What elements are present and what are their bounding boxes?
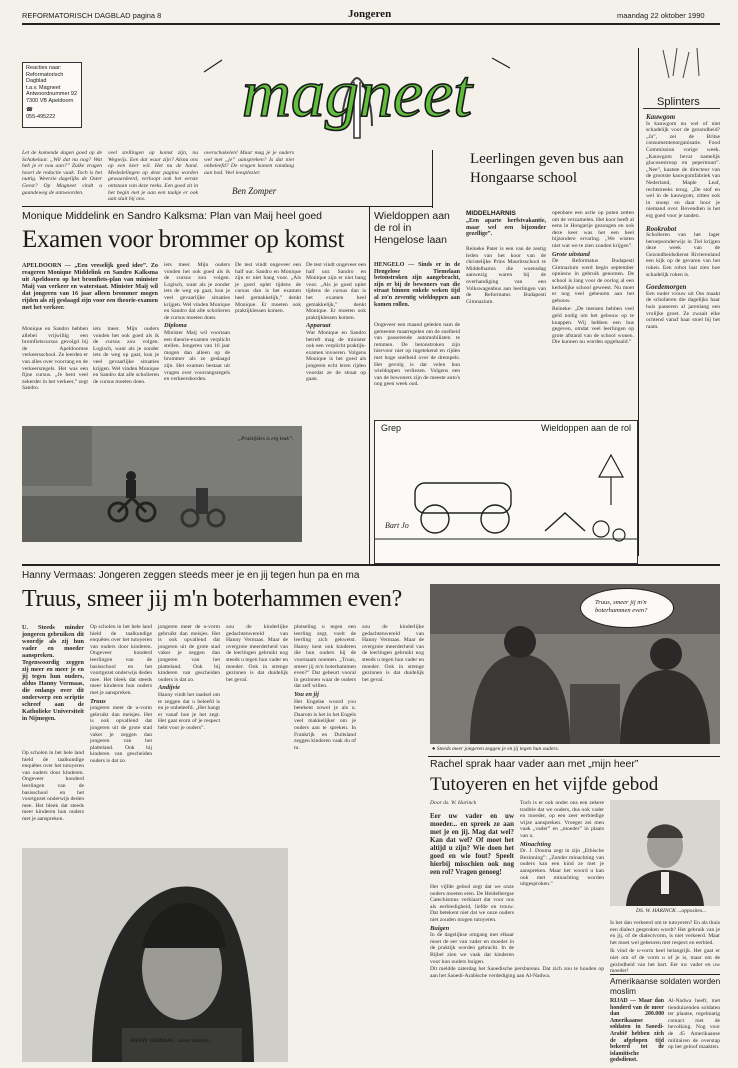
section-rule — [22, 564, 720, 566]
article1-col3: De test vindt ongeveer een half uur. Sandro en Monique zijn er niet bang voor. „Als je goed oplet tijdens de cursus dan is het examen heel gemakkelijk,” denkt Monique. Er moeten ook praktijklessen komen. — [235, 262, 301, 315]
article4-col4b: Het Engelse woord you betekent zowel je als u. Daarom is het in het Engels veel makkelijker om je ouders aan te spreken. In Frankrijk en Duitsland zeggen kinderen vaak du of tu. — [294, 698, 356, 751]
kitchen-photo — [430, 584, 720, 744]
magneet-logo-text: magneet — [241, 55, 473, 131]
article1-col3b: Wat Monique en Sandro betreft mag de minister ook een verplicht praktijk-examen invoeren. Volgens Monique is het goed als jongeren echt leren rijden voordat ze de straat op gaan. — [306, 329, 366, 383]
speech-bubble — [580, 588, 674, 628]
article5-headline: Tutoyeren en het vijfde gebod — [430, 774, 659, 795]
article4-col2-cont: jongeren meer de u-vorm gebruikt dan meisjes. Het is ook opvallend dat jongeren uit de grote stad vaker je zeggen dan jongeren van het platteland. Ook bij kinderen van gescheiden ouders is dat zo. — [158, 624, 220, 683]
article4-kicker: Hanny Vermaas: Jongeren zeggen steeds meer je en jij tegen hun pa en ma — [22, 570, 360, 581]
article1-col3 — [164, 262, 230, 424]
article4-col3 — [158, 624, 220, 846]
truus-title: Truus — [90, 697, 106, 705]
article6-lead: RIJAD — Maar dan honderd van de meer dan 200.000 Amerikaanse soldaten in Saoedi-Arabië hebben zich de afgelopen tijd bekeerd tot de islamitische godsdienst. — [610, 998, 664, 1064]
cartoon-signature: Bart Jo — [385, 521, 409, 530]
article1-col2: iets meer. Mijn ouders vonden het ook goed als ik de cursus zou volgen. Logisch, want als je zonder iets de weg op gaat, kun je veel gevaarlijke situaties krijgen. Wel vinden Monique en Sandro dat alle scholieren de cursus moeten doen. — [93, 326, 159, 385]
article4-col4-text: plotseling u tegen een leerling zegt, voelt de leerling zich gekwetst. Hanny kent ook kinderen die hun ouders bij de voornaam noemen. „Truus, smeer jij m'n boterhammen even?” Dat gebeurt vooral in gezinnen waar de ouders dat zelf willen. — [294, 624, 356, 690]
article3-col2 — [552, 210, 634, 418]
article3-col2-text: openbare een actie op poten zetten om de verzamelen. Het koor heeft al eens in Hongarije gezongen en ook deze keer was het een heel bijzondere ervaring. „We wisten niet wat we te zien zouden krijgen”. — [552, 210, 634, 249]
cartoon-art — [375, 435, 637, 563]
article4-col1-cont: Op scholen in het hele land hield de taalkundige enquêtes over het tutoyeren van ouders door kinderen. Ongeveer honderd leerlingen van de basisschool en het voortgezet onderwijs deden mee. Het bleek dat steeds meer kinderen hun ouders met je aanspreken. — [90, 624, 152, 696]
article1-lead: APELDOORN — „Een vreselijk goed idee”. Zo reageren Monique Middelink en Sandro Kalksma uit Apeldoorn op het bromfiets-plan van minister Maij van verkeer en waterstaat. Minister Maij wil dat jongeren van 16 jaar alleen brommer mogen rijden als zij geslaagd zijn voor een theorie-examen met het verkeer. — [22, 262, 158, 311]
article4-col2b: Hanny vindt het raadsel om te zeggen dat u beleefd is en je onbeleefd. „Het hangt er vanaf hoe je het zegt. Het gaat erom of je respect hebt voor je ouders”. — [158, 691, 220, 731]
grote-title: Grote uitstand — [552, 250, 590, 258]
harinck-photo — [610, 800, 720, 906]
article5-rule — [428, 756, 720, 757]
article6-rule — [610, 974, 720, 975]
article4-lead: U. Steeds minder jongeren gebruiken dit woordje als zij hun vader en moeder aanspreken. Tegenwoordig zeggen zij meer en meer je en jij tegen hun ouders, aldus Hanny Vermaas, die onlangs over dit onderwerp een scriptie schreef aan de Katholieke Universiteit in Nijmegen. — [22, 624, 84, 722]
moped-photo-caption: „Praktijkles is erg leuk”. — [238, 436, 294, 442]
reactions-line: Antwoordnummer 92 — [26, 91, 78, 97]
section-title: Jongeren — [348, 8, 392, 20]
article1-headline: Examen voor brommer op komst — [22, 226, 345, 253]
editor-signature: Ben Zomper — [232, 186, 277, 196]
article4-headline: Truus, smeer jij m'n boterhammen even? — [22, 586, 402, 612]
intro-col: overschakelen! Maar mag je je ouders wel met „je” aanspreken? Is dat niet onbeleefd? De vragen komen vandaag aan bod. Veel leesplezier. — [204, 150, 294, 176]
article4-col4: zou de kinderlijke gedachtenwereld van Hanny Vermaas. Maar de overgrote meerderheid van de leerlingen gebruikt nog steeds u tegen hun vader en moeder. Ook in strenge gezinnen is dat duidelijk het geval. — [226, 624, 288, 683]
moped-photo-art — [22, 426, 302, 542]
apparaat-title: Apparaat — [306, 322, 331, 330]
kitchen-caption-text: Steeds meer jongeren zeggen je en jij tegen hun ouders. — [436, 746, 559, 752]
vermaas-photo — [22, 848, 288, 1062]
article2-text: Ongeveer een maand geleden nam de gemeente maatregelen om de snelheid van passerende automobilisten te remmen. De betonstroken zijn hiervoor niet op ingetekend en rijden met hoge snelheid over de drempels. Het gevolg is dat velen hun wieldoppen verliezen. Volgens een van de bewoners zijn de meeste auto's nog geen week oud. — [374, 322, 460, 388]
col-rule — [369, 206, 370, 564]
intro-col: veel stellingen op komst zijn, nu Wegwijs. Een dat waar zijn? Alsnu ons op een keer wil. Het nu de hand. Mededelingen op deze pagina worden gewaardeerd, verloopt ook het eerste ontstaan van deze reeks. Een goed zit in het begin met je aan een taakje er ook aan sluit bij ons. — [108, 150, 198, 203]
article5-col2b: Dr. J. Douma zegt in zijn „Ethische Bezinning”: „Zonder minachting van ouders kan een kind ze met je aanspreken. Maar het woord u kan ook met minachting worden uitgesproken.” — [520, 848, 604, 888]
article5-col1 — [430, 884, 514, 964]
rookrobot-text: Scholieren van het lager beroepsonderwijs in Tiel krijgen deze week van de Gezondheidsdienst Rivierenland een kijk op de gevaren van het roken. Een robot laat zien hoe schadelijk roken is. — [646, 232, 720, 278]
goedemorgen-title: Goedemorgen — [646, 283, 687, 292]
article5-lead: Eer uw vader en uw moeder... en spreek ze aan met je en jij. Mag dat wel? Kan dat wel? Of moet het altijd u zijn? Wie doen het goed en wie fout? Speelt hierbij misschien ook nog een rol? Vragen genoeg! — [430, 812, 514, 876]
article2-headline: Wieldoppen aan de rol in Hengelose laan — [374, 210, 450, 246]
moped-photo — [22, 426, 302, 542]
harinck-photo-caption: DS. W. HARINCK ...opposites... — [636, 908, 707, 914]
article3-lead: „Een aparte herfstvakantie, maar wel een bijzonder gezellige”. — [466, 218, 546, 238]
article3-col3: Reineke: „De mensen hebben veel geld nodig om het gebouw op te knappen. Wij hebben een bus gegeven, omdat veel leerlingen op grote afstand van de school wonen. Die kunnen nu worden opgehaald.” — [552, 306, 634, 346]
article5-col2-text: Toch is er ook onder ons een zekere traditie dat we ouders, dus ook vader en moeder, op een zeer eerbiedige wijze aanspreken. Vroeger zei men vaak „vader” en „moeder” in plaats van u. — [520, 800, 604, 839]
reactions-title: Reacties naar: — [26, 65, 62, 71]
magneet-logo — [192, 38, 522, 146]
splinters-header — [643, 48, 720, 109]
article4-col2-text: jongeren meer de u-vorm gebruikt dan meisjes. Het is ook opvallend dat jongeren uit de grote stad vaker je zeggen dan jongeren van het platteland. Ook bij kinderen van gescheiden ouders is dat zo. — [90, 705, 152, 764]
diploma-title: Diploma — [164, 322, 187, 330]
splinters-body — [646, 114, 720, 554]
header-rule — [22, 23, 720, 25]
goedemorgen-text: Een ouder vrouw uit Oss maakt de scholieren die dagelijks haar huis passeren al jarenlang een vrolijke groet. Ze zwaait elke ochtend vanaf haar stoel bij het raam. — [646, 290, 720, 330]
article1-col5 — [306, 262, 366, 512]
reactions-phone: 055-495222 — [26, 113, 56, 120]
article5-kicker: Rachel sprak haar vader aan met „mijn heer” — [430, 758, 639, 770]
splinters-title: Splinters — [657, 96, 700, 108]
article1-col1: Monique en Sandro hebben allebei vrijwillig een bromfietscursus gevolgd bij de Apeldoornse verkeersschool. Ze leerden er van alles over voorrang en de verkeersregels. Het was een fijne cursus. „Je bent veel zekerder in het verkeer,” zegt Sandro. — [22, 326, 89, 392]
article6-col1: Dit meldde zaterdag het Saoedische persbureau. Dat zich zou te houden op aan het Saoedi-Arabische verdediging aan Al-Nadwa. — [430, 966, 604, 979]
article6-col2: Al-Nadwa heeft, met tienduizenden soldaten ter plaatse, regelmatig contact met de bevolking. Nog voor de 45 Amerikaanse militairen de overstap op het geloof maakten. — [668, 998, 720, 1051]
article1-col2b: Minister Maij wil voortaan een theorie-examen verplicht stellen. Jongeren van 16 jaar mogen dan alleen op de brommer als ze geslaagd zijn. Het examen bestaat uit vragen over voorrangsregels en verkeersborden. — [164, 329, 230, 383]
article5-col3-text: Is het dan verkeerd om te tutoyeren? En als thuis een dialect gesproken wordt? Het gebruik van je en jij, of de dialectvorm, is niet verkeerd. Maar het moet wel gebeuren met respect en eerbied. — [610, 920, 720, 946]
article3-kicker: MIDDELHARNIS — [466, 210, 516, 217]
harinck-photo-art — [610, 800, 720, 906]
article1-kicker: Monique Middelink en Sandro Kalksma: Plan van Maij heel goed — [22, 210, 323, 222]
article6-headline: Amerikaanse soldaten worden moslim — [610, 977, 721, 996]
rookrobot-title: Rookrobot — [646, 224, 677, 233]
reactions-box — [22, 62, 82, 128]
sidebar-rule — [638, 48, 639, 556]
kitchen-photo-caption: ● Steeds meer jongeren zeggen je en jij tegen hun ouders. — [432, 746, 559, 752]
article1-col3-cont: De test vindt ongeveer een half uur. Sandro en Monique zijn er niet bang voor. „Als je goed oplet tijdens de cursus dan is het examen heel gemakkelijk,” denkt Monique. Er moeten ook praktijklessen komen. — [306, 262, 366, 321]
paper-name: REFORMATORISCH DAGBLAD pagina 8 — [22, 11, 162, 20]
article3-headline: Leerlingen geven bus aan Hongaarse school — [470, 151, 624, 186]
article4-col5 — [294, 624, 356, 1066]
article1-col2b-cont: iets meer. Mijn ouders vonden het ook goed als ik de cursus zou volgen. Logisch, want als je zonder iets de weg op gaat, kun je veel gevaarlijke situaties krijgen. Wel vinden Monique en Sandro dat alle scholieren de cursus moeten doen. — [164, 262, 230, 321]
kauwgom-title: Kauwgom — [646, 113, 676, 121]
article5-byline: Door ds. W. Harinck — [430, 800, 477, 806]
magneet-logo-art — [192, 38, 522, 146]
buigen-title: Buigen — [430, 924, 450, 932]
article3-col1: Reineke Pater is een van de zestig leden van het koor van de christelijke Prins Mauritsschool te Middelharnis die woensdag aanwezig waren bij de overhandiging van een Volkswagenbus aan leerlingen van de Reformatus Budapesti Gimnazium. — [466, 246, 546, 305]
cartoon-label-left: Grep — [381, 423, 402, 433]
article5-col1b: In de dagelijkse omgang met elkaar moet de eer van vader en moeder in de praktijk worden gebracht. In de Bijbel zien we vaak dat kinderen voor hun ouders buigen. — [430, 932, 514, 965]
vermaas-photo-art — [22, 848, 288, 1062]
minachting-title: Minachting — [520, 840, 551, 848]
you-title: You en jij — [294, 690, 319, 698]
kitchen-photo-art — [430, 584, 720, 744]
splinters-art — [643, 48, 720, 96]
article5-col1-text: Het vijfde gebod zegt dat we onze ouders moeten eren. De Heidelbergse Catechismus verklaart dat voor ons als eerbiedigheid, liefde en trouw. Dat betekent niet dat we onze ouders niet zouden mogen tutoyeren. — [430, 884, 514, 923]
cartoon-panel — [374, 420, 638, 564]
article5-col3b: Ik vind de u-vorm heel belangrijk. Het gaat er niet om of de vorm u of je is, maar om de gezindheid van het hart. Eer uw vader en uw moeder! — [610, 948, 720, 975]
article4-col6: zou de kinderlijke gedachtenwereld van Hanny Vermaas. Maar de overgrote meerderheid van de leerlingen gebruikt nog steeds u tegen hun vader en moeder. Ook in strenge gezinnen is dat duidelijk het geval. — [362, 624, 424, 683]
speech-text: Truus, smeer jij m'n boterhammen even? — [595, 599, 648, 614]
andijvie-title: Andijvie — [158, 684, 181, 692]
article4-col1: Op scholen in het hele land hield de taalkundige enquêtes over het tutoyeren van ouders door kinderen. Ongeveer honderd leerlingen van de basisschool en het voortgezet onderwijs deden mee. Het bleek dat steeds meer kinderen hun ouders met je aanspreken. — [22, 750, 84, 822]
vermaas-photo-caption: HANNY VERMAAS ...noort inuitive... — [130, 1038, 213, 1044]
col-rule — [432, 150, 433, 208]
reactions-line: Reformatorisch Dagblad — [26, 71, 64, 84]
page-date: maandag 22 oktober 1990 — [617, 11, 705, 20]
reactions-line: 7300 VB Apeldoorn — [26, 97, 74, 104]
intro-col: Let de komende dagen goed op de Schakelaar. „Wil dat nu nog? Wat heb je er nou aan?” Zulke vragen hoort de redactie vaak. Toch is het nuttig. Weerzie dagelijks de Oster Geest? Op Magneet vindt u gaandeweg de antwoorden. — [22, 150, 102, 196]
article3-col2b: De Reformatus Budapesti Gimnazium werd begin september opnieuw in gebruik genomen. De school is lang voor de oorlog al een kerkelijke school geweest. Nu moet er nog veel gebeuren aan het gebouw. — [552, 258, 634, 304]
article2-lead: HENGELO — Sinds er in de Hengelose Tiemelaan betonstroken zijn aangebracht, zijn er bij de bewoners van die straat binnen enkele weken tijd al zo'n zeventig wieldoppen aan komen rollen. — [374, 262, 460, 308]
intro-rule — [22, 206, 432, 207]
phone-icon: ☎ — [26, 107, 33, 113]
cartoon-label-right: Wieldoppen aan de rol — [540, 423, 631, 433]
article1-col4 — [235, 262, 301, 422]
kauwgom-text: Is kauwgom nu wel of niet schadelijk voor de gezondheid? „Ja”, zei de Britse consumentenorganisatie. Food Commission vorige week. „Kauwgom bevat namelijk glucosestroop en pepermunt”. „Nee”, kaatste de directeur van de grootste kauwgomfabriek van Nederland, Maple Leaf, rechtstreeks terug. „De stof en wel in de kauwgom, zitten ook in snoep en daar hoor je niemand over. Bovendien is het erg goed voor je tanden. — [646, 120, 720, 219]
reactions-line: t.a.v. Magneet — [26, 84, 61, 91]
article5-col3 — [610, 920, 720, 975]
article4-col2 — [90, 624, 152, 846]
